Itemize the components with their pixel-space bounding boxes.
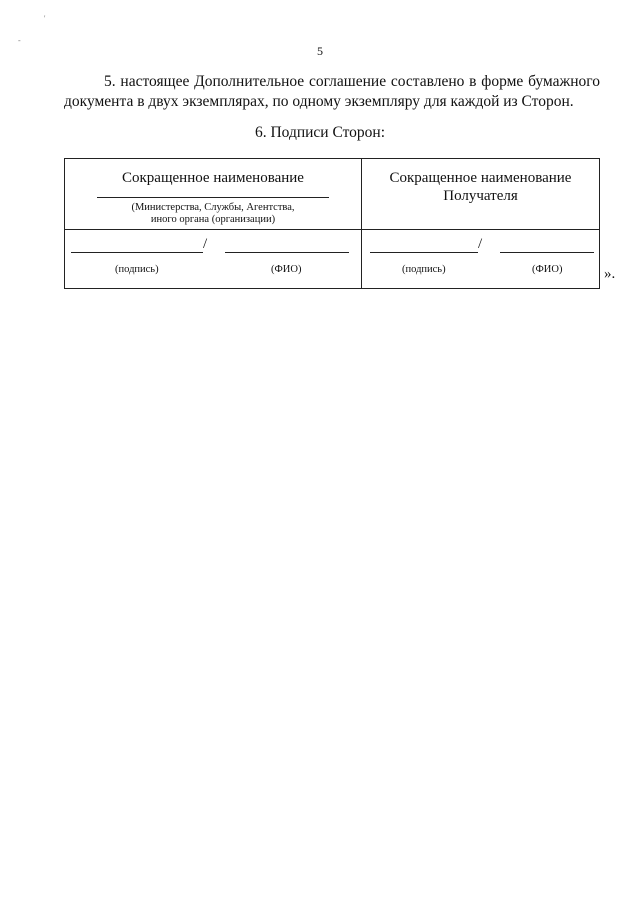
left-signature-cell bbox=[65, 230, 362, 289]
right-signature-cell bbox=[362, 230, 600, 289]
left-signature-line bbox=[71, 252, 203, 253]
right-fio-caption: (ФИО) bbox=[532, 264, 563, 275]
right-signature-line bbox=[370, 252, 478, 253]
signature-table bbox=[64, 158, 600, 289]
right-party-name-label bbox=[362, 159, 599, 205]
right-signature-caption: (подпись) bbox=[402, 264, 446, 275]
left-fio-line bbox=[225, 252, 349, 253]
section-6-title: 6. Подписи Сторон: bbox=[254, 124, 386, 141]
left-party-name-line bbox=[97, 197, 329, 198]
left-party-subcaption bbox=[65, 202, 361, 226]
paragraph-5 bbox=[64, 72, 600, 112]
left-party-header-cell bbox=[65, 159, 362, 230]
left-party-subcaption-line2: иного органа (организации) bbox=[150, 214, 276, 225]
left-signature-caption: (подпись) bbox=[115, 264, 159, 275]
left-party-name-label: Сокращенное наименование bbox=[122, 170, 304, 186]
right-party-header-cell bbox=[362, 159, 600, 230]
left-fio-caption: (ФИО) bbox=[271, 264, 302, 275]
scan-mark: ' bbox=[44, 14, 46, 23]
right-slash: / bbox=[478, 236, 483, 252]
page-number: 5 bbox=[317, 44, 323, 58]
right-party-name-line1: Сокращенное наименование bbox=[389, 170, 572, 186]
scan-mark: - bbox=[18, 36, 21, 45]
right-party-name-line2: Получателя bbox=[443, 188, 518, 204]
closing-quote: ». bbox=[604, 266, 616, 282]
paragraph-5-text: настоящее Дополнительное соглашение составлено в форме бумажного документа в двух экземплярах, по одному экземпляру для каждой из Сторон. bbox=[64, 73, 600, 110]
left-slash: / bbox=[203, 236, 208, 252]
paragraph-5-number: 5. bbox=[104, 73, 116, 90]
right-fio-line bbox=[500, 252, 594, 253]
left-party-subcaption-line1: (Министерства, Службы, Агентства, bbox=[131, 202, 295, 213]
